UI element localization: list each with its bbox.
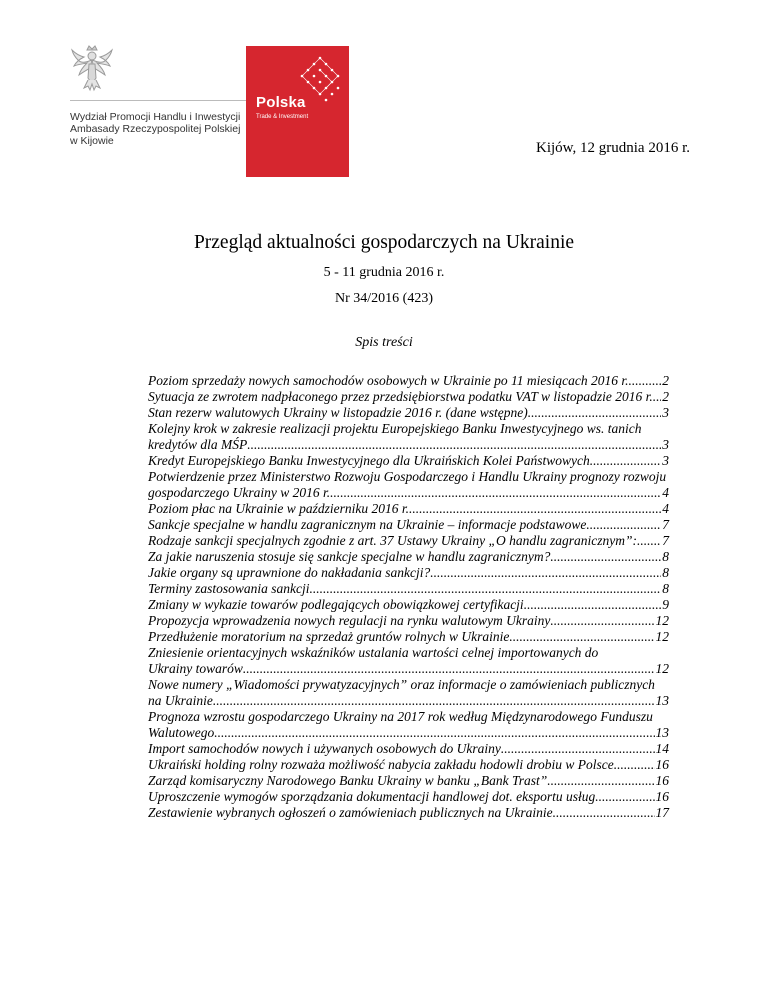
toc-entry-title: Propozycja wprowadzenia nowych regulacji na rynku walutowym Ukrainy: [148, 613, 551, 628]
toc-entry-title: Sytuacja ze zwrotem nadpłaconego przez przedsiębiorstwa podatku VAT w listopadzie 2016 r.: [148, 389, 653, 404]
toc-entry[interactable]: [148, 421, 669, 453]
toc-entry[interactable]: [148, 565, 669, 581]
toc-page-number: 17: [655, 805, 669, 820]
toc-entry[interactable]: [148, 709, 669, 741]
toc-leader-dots: [310, 581, 662, 597]
toc-entry-title: Za jakie naruszenia stosuje się sankcje specjalne w handlu zagranicznym?: [148, 549, 551, 564]
toc-entry-title: Ukraiński holding rolny rozważa możliwość nabycia zakładu hodowli drobiu w Polsce: [148, 757, 614, 772]
toc-page-number: 13: [655, 693, 669, 708]
toc-leader-dots: [409, 501, 661, 517]
toc-page-number: 3: [662, 453, 669, 468]
toc-leader-dots: [247, 437, 661, 453]
toc-page-number: 12: [655, 661, 669, 676]
logo-subtitle: Trade & Investment: [256, 114, 309, 120]
toc-leader-dots: [586, 517, 661, 533]
toc-entry[interactable]: [148, 773, 669, 789]
toc-leader-dots: [653, 389, 662, 405]
toc-leader-dots: [550, 549, 661, 565]
toc-page-number: 12: [655, 629, 669, 644]
toc-leader-dots: [214, 725, 654, 741]
toc-page-number: 16: [655, 789, 669, 804]
toc-entry-title: Kredyt Europejskiego Banku Inwestycyjnego dla Ukraińskich Kolei Państwowych: [148, 453, 590, 468]
toc-page-number: 12: [655, 613, 669, 628]
toc-leader-dots: [637, 533, 661, 549]
issue-number: Nr 34/2016 (423): [335, 291, 433, 306]
toc-heading: Spis treści: [355, 335, 413, 350]
toc-leader-dots: [595, 789, 654, 805]
header-divider: [70, 100, 246, 101]
toc-entry-title: Rodzaje sankcji specjalnych zgodnie z art. 37 Ustawy Ukrainy „O handlu zagranicznym”:: [148, 533, 637, 548]
toc-page-number: 7: [662, 533, 669, 548]
toc-page-number: 4: [662, 485, 669, 500]
toc-entry-title: Import samochodów nowych i używanych osobowych do Ukrainy: [148, 741, 501, 756]
toc-page-number: 4: [662, 501, 669, 516]
toc-entry[interactable]: [148, 517, 669, 533]
toc-entry-title-line: Prognoza wzrostu gospodarczego Ukrainy na 2017 rok według Międzynarodowego Funduszu: [148, 709, 653, 724]
toc-leader-dots: [509, 629, 654, 645]
toc-entry-title: Sankcje specjalne w handlu zagranicznym na Ukrainie – informacje podstawowe: [148, 517, 587, 532]
toc-entry[interactable]: [148, 789, 669, 805]
toc-leader-dots: [547, 773, 654, 789]
toc-entry[interactable]: [148, 581, 669, 597]
logo-word: Polska: [256, 94, 306, 111]
toc-entry[interactable]: [148, 453, 669, 469]
toc-page-number: 8: [662, 565, 669, 580]
toc-page-number: 9: [662, 597, 669, 612]
toc-entry-title: Poziom płac na Ukrainie w październiku 2016 r.: [148, 501, 409, 516]
toc-page-number: 3: [662, 437, 669, 452]
toc-entry-title: kredytów dla MŚP: [148, 437, 248, 452]
toc-page-number: 16: [655, 773, 669, 788]
toc-entry[interactable]: [148, 533, 669, 549]
toc-entry-title: gospodarczego Ukrainy w 2016 r.: [148, 485, 331, 500]
toc-page-number: 16: [655, 757, 669, 772]
agency-line: Ambasady Rzeczypospolitej Polskiej: [70, 123, 241, 135]
toc-entry[interactable]: [148, 757, 669, 773]
agency-line: w Kijowie: [70, 135, 114, 147]
toc-entry[interactable]: [148, 677, 669, 709]
document-title: Przegląd aktualności gospodarczych na Ukrainie: [193, 232, 575, 253]
toc-page-number: 13: [655, 725, 669, 740]
toc-entry[interactable]: [148, 501, 669, 517]
toc-entry[interactable]: [148, 645, 669, 677]
toc-leader-dots: [528, 405, 662, 421]
toc-page-number: 2: [662, 389, 669, 404]
toc-entry-title: Terminy zastosowania sankcji: [148, 581, 310, 596]
toc-entry-title: Zarząd komisaryczny Narodowego Banku Ukrainy w banku „Bank Trast”: [148, 773, 548, 788]
toc-leader-dots: [614, 757, 655, 773]
date-range: 5 - 11 grudnia 2016 r.: [323, 265, 445, 280]
toc-entry-title: Jakie organy są uprawnione do nakładania sankcji?: [148, 565, 431, 580]
toc-entry-title: Przedłużenie moratorium na sprzedaż gruntów rolnych w Ukrainie: [148, 629, 510, 644]
toc-leader-dots: [550, 613, 654, 629]
toc-entry-title: Poziom sprzedaży nowych samochodów osobowych w Ukrainie po 11 miesiącach 2016 r.: [148, 373, 629, 388]
toc-entry[interactable]: [148, 741, 669, 757]
agency-line: Wydział Promocji Handlu i Inwestycji: [70, 111, 241, 123]
polska-trade-investment-logo: [246, 46, 349, 177]
toc-page-number: 2: [662, 373, 669, 388]
toc-entry[interactable]: [148, 549, 669, 565]
toc-page-number: 8: [662, 581, 669, 596]
toc-entry[interactable]: [148, 613, 669, 629]
toc-leader-dots: [243, 661, 655, 677]
toc-leader-dots: [430, 565, 661, 581]
table-of-contents: [148, 373, 669, 821]
toc-page-number: 3: [662, 405, 669, 420]
toc-entry-title: Zestawienie wybranych ogłoszeń o zamówieniach publicznych na Ukrainie: [148, 805, 553, 820]
toc-page-number: 8: [662, 549, 669, 564]
toc-entry-title: Zmiany w wykazie towarów podlegających obowiązkowej certyfikacji: [148, 597, 524, 612]
toc-leader-dots: [590, 453, 661, 469]
document-date: Kijów, 12 grudnia 2016 r.: [535, 140, 690, 156]
toc-page-number: 7: [662, 517, 669, 532]
toc-entry[interactable]: [148, 405, 669, 421]
toc-leader-dots: [553, 805, 655, 821]
toc-leader-dots: [628, 373, 661, 389]
polish-eagle-emblem-icon: [70, 44, 114, 94]
toc-entry-title-line: Kolejny krok w zakresie realizacji projektu Europejskiego Banku Inwestycyjnego ws. tanich: [148, 421, 642, 436]
toc-entry-title: na Ukrainie: [148, 693, 213, 708]
toc-leader-dots: [213, 693, 655, 709]
toc-entry-title: Stan rezerw walutowych Ukrainy w listopadzie 2016 r. (dane wstępne): [148, 405, 528, 420]
toc-entry[interactable]: [148, 469, 669, 501]
toc-leader-dots: [501, 741, 655, 757]
toc-entry[interactable]: [148, 373, 669, 389]
toc-entry-title-line: Nowe numery „Wiadomości prywatyzacyjnych” oraz informacje o zamówieniach publicznych: [148, 677, 655, 692]
toc-page-number: 14: [655, 741, 669, 756]
toc-entry-title-line: Zniesienie orientacyjnych wskaźników ustalania wartości celnej importowanych do: [148, 645, 599, 660]
toc-entry-title: Uproszczenie wymogów sporządzania dokumentacji handlowej dot. eksportu usług: [148, 789, 596, 804]
toc-entry[interactable]: [148, 597, 669, 613]
toc-entry[interactable]: [148, 805, 669, 821]
toc-entry-title: Ukrainy towarów: [148, 661, 243, 676]
toc-entry[interactable]: [148, 389, 669, 405]
toc-leader-dots: [524, 597, 662, 613]
toc-entry-title: Walutowego: [148, 725, 215, 740]
toc-leader-dots: [330, 485, 661, 501]
toc-entry[interactable]: [148, 629, 669, 645]
toc-entry-title-line: Potwierdzenie przez Ministerstwo Rozwoju Gospodarczego i Handlu Ukrainy prognozy rozwoju: [148, 469, 667, 484]
